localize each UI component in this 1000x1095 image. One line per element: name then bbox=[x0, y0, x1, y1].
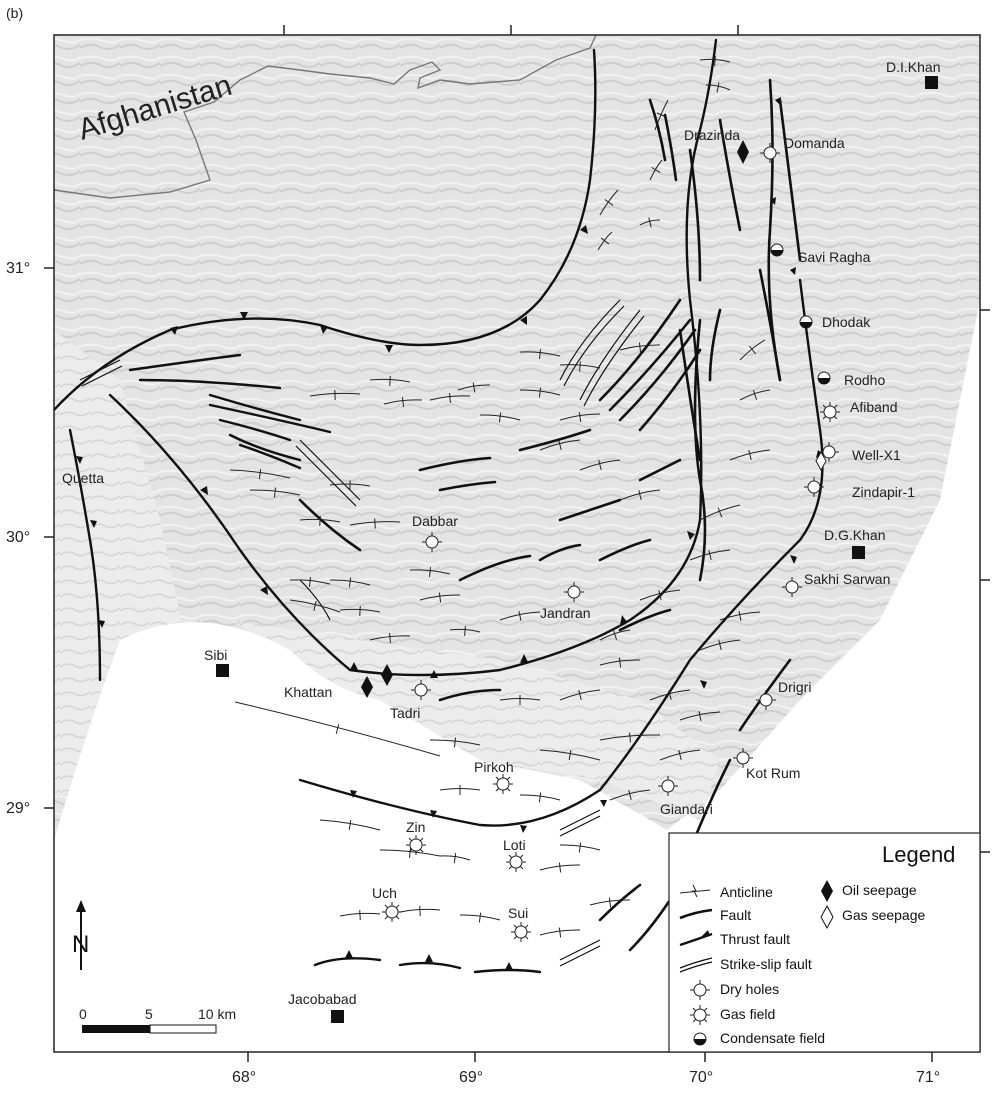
city-label-quetta: Quetta bbox=[62, 470, 105, 486]
site-label-sakhi-sarwan: Sakhi Sarwan bbox=[804, 571, 891, 587]
panel-label: (b) bbox=[6, 5, 24, 21]
site-label-dabbar: Dabbar bbox=[412, 513, 458, 529]
legend-strike-slip: Strike-slip fault bbox=[720, 956, 812, 972]
lat-label-29: 29° bbox=[6, 800, 31, 817]
condensate-field-icon bbox=[771, 244, 783, 256]
legend-anticline: Anticline bbox=[720, 884, 773, 900]
gas-field-icon bbox=[820, 402, 840, 422]
city-label-jacobabad: Jacobabad bbox=[288, 991, 357, 1007]
legend-oil-seepage: Oil seepage bbox=[842, 882, 917, 898]
city-square-sibi bbox=[216, 664, 229, 677]
legend-title: Legend bbox=[882, 842, 956, 867]
gas-field-icon bbox=[493, 774, 513, 794]
gas-field-icon bbox=[406, 835, 426, 855]
condensate-field-icon bbox=[800, 316, 812, 328]
lon-label-69: 69° bbox=[459, 1069, 484, 1086]
site-label-well-x1: Well-X1 bbox=[852, 447, 901, 463]
site-label-sui: Sui bbox=[508, 905, 529, 921]
legend bbox=[669, 833, 980, 1052]
scale-tick-0: 0 bbox=[79, 1006, 87, 1022]
lat-label-30: 30° bbox=[6, 529, 31, 546]
gas-field-icon bbox=[511, 922, 531, 942]
site-label-loti: Loti bbox=[503, 837, 526, 853]
city-label-dgkhan: D.G.Khan bbox=[824, 527, 886, 543]
legend-thrust: Thrust fault bbox=[720, 931, 791, 947]
lon-label-70: 70° bbox=[689, 1069, 714, 1086]
site-label-dhodak: Dhodak bbox=[822, 314, 871, 330]
legend-fault: Fault bbox=[720, 907, 752, 923]
site-label-jandran: Jandran bbox=[540, 605, 591, 621]
site-label-zin: Zin bbox=[406, 819, 426, 835]
lon-label-71: 71° bbox=[916, 1069, 941, 1086]
anticline-arrow bbox=[465, 626, 466, 636]
legend-dry-holes: Dry holes bbox=[720, 981, 780, 997]
condensate-field-icon bbox=[694, 1033, 706, 1045]
site-label-giandari: Giandari bbox=[660, 801, 713, 817]
site-label-pirkoh: Pirkoh bbox=[474, 759, 514, 775]
site-label-afiband: Afiband bbox=[850, 399, 898, 415]
legend-gas-seepage: Gas seepage bbox=[842, 907, 926, 923]
site-label-domanda: Domanda bbox=[784, 135, 845, 151]
site-label-drigri: Drigri bbox=[778, 679, 812, 695]
gas-field-icon bbox=[690, 1005, 710, 1025]
scale-tick-5: 5 bbox=[145, 1006, 153, 1022]
country-label: Afghanistan bbox=[74, 68, 236, 147]
city-square-dikhan bbox=[925, 76, 938, 89]
site-label-khattan: Khattan bbox=[284, 684, 333, 700]
site-label-tadri: Tadri bbox=[390, 705, 421, 721]
city-square-dgkhan bbox=[852, 546, 865, 559]
scale-tick-10: 10 km bbox=[198, 1006, 237, 1022]
gas-field-icon bbox=[382, 902, 402, 922]
site-label-savi-ragha: Savi Ragha bbox=[798, 249, 871, 265]
site-label-drazinda: Drazinda bbox=[684, 127, 741, 143]
site-label-rodho: Rodho bbox=[844, 372, 886, 388]
north-label: N bbox=[72, 931, 90, 958]
anticline-arrow bbox=[375, 519, 376, 529]
site-label-uch: Uch bbox=[372, 885, 397, 901]
city-square-jacobabad bbox=[331, 1010, 344, 1023]
site-label-zindapir: Zindapir-1 bbox=[852, 484, 916, 500]
city-label-sibi: Sibi bbox=[204, 647, 228, 663]
legend-condensate: Condensate field bbox=[720, 1030, 826, 1046]
anticline-arrow bbox=[715, 56, 716, 66]
condensate-field-icon bbox=[818, 372, 830, 384]
legend-gas-field: Gas field bbox=[720, 1006, 776, 1022]
lat-label-31: 31° bbox=[6, 260, 31, 277]
site-label-kot-rum: Kot Rum bbox=[746, 765, 801, 781]
gas-field-icon bbox=[506, 852, 526, 872]
city-label-dikhan: D.I.Khan bbox=[886, 59, 941, 75]
lon-label-68: 68° bbox=[232, 1069, 257, 1086]
